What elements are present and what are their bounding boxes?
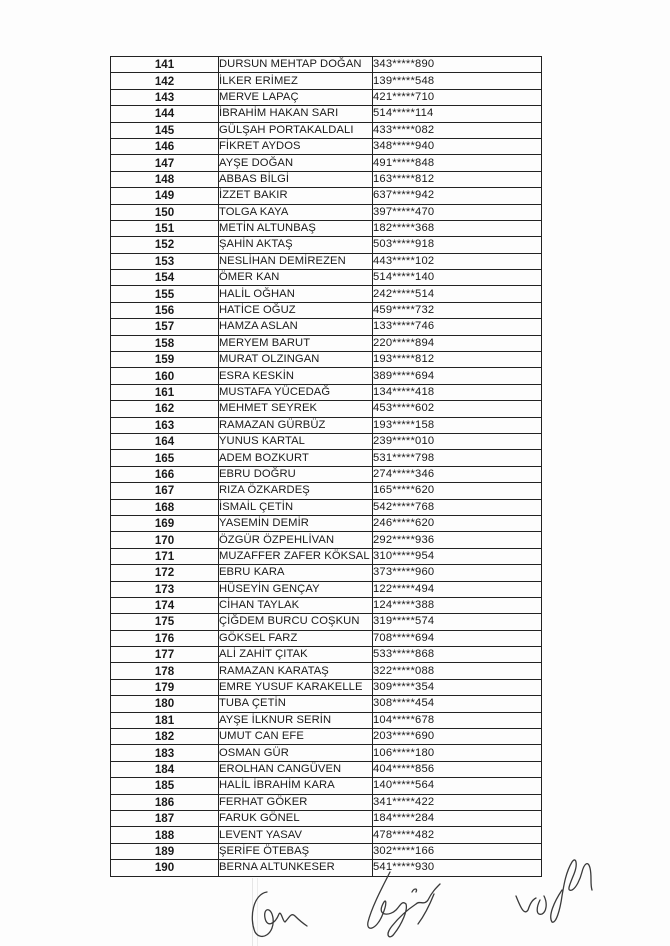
table-row [111, 745, 542, 761]
row-number: 171 [111, 548, 219, 564]
row-number: 143 [111, 89, 219, 105]
row-number: 176 [111, 630, 219, 646]
table-row [111, 515, 542, 531]
person-name: HATİCE OĞUZ [219, 302, 373, 318]
signature-1 [245, 878, 335, 944]
row-number: 160 [111, 368, 219, 384]
masked-id-number: 239*****010 [373, 433, 542, 449]
person-name: AYŞE İLKNUR SERİN [219, 712, 373, 728]
person-name: YASEMİN DEMİR [219, 515, 373, 531]
row-number: 184 [111, 761, 219, 777]
masked-id-number: 242*****514 [373, 286, 542, 302]
row-number: 159 [111, 352, 219, 368]
table-row [111, 417, 542, 433]
table-row [111, 204, 542, 220]
table-row [111, 171, 542, 187]
row-number: 183 [111, 745, 219, 761]
masked-id-number: 708*****694 [373, 630, 542, 646]
table-row [111, 138, 542, 154]
table-row [111, 220, 542, 236]
masked-id-number: 542*****768 [373, 499, 542, 515]
row-number: 152 [111, 237, 219, 253]
person-name: ŞERİFE ÖTEBAŞ [219, 843, 373, 859]
masked-id-number: 139*****548 [373, 73, 542, 89]
masked-id-number: 292*****936 [373, 532, 542, 548]
table-row [111, 368, 542, 384]
name-list-table [110, 56, 542, 877]
masked-id-number: 310*****954 [373, 548, 542, 564]
masked-id-number: 491*****848 [373, 155, 542, 171]
person-name: EBRU DOĞRU [219, 466, 373, 482]
person-name: HÜSEYİN GENÇAY [219, 581, 373, 597]
person-name: MERVE LAPAÇ [219, 89, 373, 105]
person-name: EBRU KARA [219, 565, 373, 581]
masked-id-number: 389*****694 [373, 368, 542, 384]
table-row [111, 122, 542, 138]
person-name: ESRA KESKİN [219, 368, 373, 384]
table-row [111, 548, 542, 564]
person-name: İSMAİL ÇETİN [219, 499, 373, 515]
person-name: TOLGA KAYA [219, 204, 373, 220]
signature-3 [510, 850, 610, 926]
table-row [111, 532, 542, 548]
person-name: FİKRET AYDOS [219, 138, 373, 154]
row-number: 174 [111, 597, 219, 613]
masked-id-number: 433*****082 [373, 122, 542, 138]
person-name: İLKER ERİMEZ [219, 73, 373, 89]
table-row [111, 450, 542, 466]
masked-id-number: 165*****620 [373, 483, 542, 499]
masked-id-number: 421*****710 [373, 89, 542, 105]
table-row [111, 433, 542, 449]
table-row [111, 335, 542, 351]
masked-id-number: 533*****868 [373, 647, 542, 663]
table-body [111, 57, 542, 877]
row-number: 178 [111, 663, 219, 679]
masked-id-number: 637*****942 [373, 188, 542, 204]
row-number: 144 [111, 106, 219, 122]
masked-id-number: 514*****140 [373, 270, 542, 286]
row-number: 148 [111, 171, 219, 187]
row-number: 187 [111, 810, 219, 826]
masked-id-number: 343*****890 [373, 57, 542, 73]
masked-id-number: 348*****940 [373, 138, 542, 154]
row-number: 182 [111, 729, 219, 745]
masked-id-number: 397*****470 [373, 204, 542, 220]
person-name: EMRE YUSUF KARAKELLE [219, 679, 373, 695]
person-name: ALİ ZAHİT ÇITAK [219, 647, 373, 663]
table-row [111, 647, 542, 663]
table-row [111, 794, 542, 810]
person-name: İZZET BAKIR [219, 188, 373, 204]
row-number: 164 [111, 433, 219, 449]
person-name: HAMZA ASLAN [219, 319, 373, 335]
row-number: 156 [111, 302, 219, 318]
table-row [111, 483, 542, 499]
table-row [111, 466, 542, 482]
table-row [111, 712, 542, 728]
masked-id-number: 133*****746 [373, 319, 542, 335]
person-name: FARUK GÖNEL [219, 810, 373, 826]
person-name: RAMAZAN GÜRBÜZ [219, 417, 373, 433]
row-number: 177 [111, 647, 219, 663]
row-number: 145 [111, 122, 219, 138]
table-row [111, 286, 542, 302]
masked-id-number: 322*****088 [373, 663, 542, 679]
row-number: 155 [111, 286, 219, 302]
table-row [111, 401, 542, 417]
table-row [111, 581, 542, 597]
masked-id-number: 104*****678 [373, 712, 542, 728]
row-number: 175 [111, 614, 219, 630]
person-name: ADEM BOZKURT [219, 450, 373, 466]
table-row [111, 614, 542, 630]
row-number: 166 [111, 466, 219, 482]
row-number: 162 [111, 401, 219, 417]
person-name: RAMAZAN KARATAŞ [219, 663, 373, 679]
row-number: 186 [111, 794, 219, 810]
row-number: 150 [111, 204, 219, 220]
table-row [111, 89, 542, 105]
table-row [111, 106, 542, 122]
masked-id-number: 140*****564 [373, 778, 542, 794]
row-number: 147 [111, 155, 219, 171]
masked-id-number: 308*****454 [373, 696, 542, 712]
row-number: 157 [111, 319, 219, 335]
person-name: MUSTAFA YÜCEDAĞ [219, 384, 373, 400]
row-number: 179 [111, 679, 219, 695]
person-name: CİHAN TAYLAK [219, 597, 373, 613]
masked-id-number: 503*****918 [373, 237, 542, 253]
row-number: 190 [111, 860, 219, 876]
person-name: TUBA ÇETİN [219, 696, 373, 712]
table-row [111, 499, 542, 515]
masked-id-number: 163*****812 [373, 171, 542, 187]
table-row [111, 860, 542, 876]
masked-id-number: 184*****284 [373, 810, 542, 826]
signature-area [0, 878, 670, 946]
masked-id-number: 106*****180 [373, 745, 542, 761]
person-name: LEVENT YASAV [219, 827, 373, 843]
table-row [111, 155, 542, 171]
table-row [111, 843, 542, 859]
masked-id-number: 319*****574 [373, 614, 542, 630]
person-name: MEHMET SEYREK [219, 401, 373, 417]
row-number: 163 [111, 417, 219, 433]
row-number: 153 [111, 253, 219, 269]
row-number: 180 [111, 696, 219, 712]
table-row [111, 565, 542, 581]
masked-id-number: 453*****602 [373, 401, 542, 417]
row-number: 188 [111, 827, 219, 843]
table-row [111, 352, 542, 368]
row-number: 172 [111, 565, 219, 581]
row-number: 165 [111, 450, 219, 466]
row-number: 141 [111, 57, 219, 73]
person-name: ŞAHİN AKTAŞ [219, 237, 373, 253]
row-number: 169 [111, 515, 219, 531]
table-row [111, 810, 542, 826]
masked-id-number: 220*****894 [373, 335, 542, 351]
person-name: YUNUS KARTAL [219, 433, 373, 449]
masked-id-number: 246*****620 [373, 515, 542, 531]
person-name: FERHAT GÖKER [219, 794, 373, 810]
masked-id-number: 134*****418 [373, 384, 542, 400]
table-row [111, 73, 542, 89]
row-number: 158 [111, 335, 219, 351]
row-number: 161 [111, 384, 219, 400]
table-row [111, 384, 542, 400]
table-row [111, 253, 542, 269]
table-row [111, 597, 542, 613]
person-name: MUZAFFER ZAFER KÖKSAL [219, 548, 373, 564]
row-number: 170 [111, 532, 219, 548]
person-name: HALİL OĞHAN [219, 286, 373, 302]
masked-id-number: 302*****166 [373, 843, 542, 859]
masked-id-number: 193*****158 [373, 417, 542, 433]
table-row [111, 188, 542, 204]
masked-id-number: 203*****690 [373, 729, 542, 745]
masked-id-number: 309*****354 [373, 679, 542, 695]
person-name: AYŞE DOĞAN [219, 155, 373, 171]
person-name: OSMAN GÜR [219, 745, 373, 761]
masked-id-number: 274*****346 [373, 466, 542, 482]
masked-id-number: 193*****812 [373, 352, 542, 368]
person-name: MERYEM BARUT [219, 335, 373, 351]
table-row [111, 696, 542, 712]
person-name: MURAT OLZINGAN [219, 352, 373, 368]
person-name: İBRAHİM HAKAN SARI [219, 106, 373, 122]
masked-id-number: 531*****798 [373, 450, 542, 466]
person-name: GÖKSEL FARZ [219, 630, 373, 646]
row-number: 167 [111, 483, 219, 499]
masked-id-number: 182*****368 [373, 220, 542, 236]
person-name: DURSUN MEHTAP DOĞAN [219, 57, 373, 73]
masked-id-number: 459*****732 [373, 302, 542, 318]
row-number: 154 [111, 270, 219, 286]
masked-id-number: 341*****422 [373, 794, 542, 810]
table-row [111, 679, 542, 695]
person-name: EROLHAN CANGÜVEN [219, 761, 373, 777]
table-row [111, 237, 542, 253]
masked-id-number: 478*****482 [373, 827, 542, 843]
row-number: 142 [111, 73, 219, 89]
row-number: 149 [111, 188, 219, 204]
masked-id-number: 514*****114 [373, 106, 542, 122]
table-row [111, 319, 542, 335]
row-number: 181 [111, 712, 219, 728]
row-number: 189 [111, 843, 219, 859]
person-name: ABBAS BİLGİ [219, 171, 373, 187]
person-name: UMUT CAN EFE [219, 729, 373, 745]
person-name: RIZA ÖZKARDEŞ [219, 483, 373, 499]
person-name: BERNA ALTUNKESER [219, 860, 373, 876]
person-name: ÖZGÜR ÖZPEHLİVAN [219, 532, 373, 548]
row-number: 168 [111, 499, 219, 515]
person-name: ÖMER KAN [219, 270, 373, 286]
masked-id-number: 541*****930 [373, 860, 542, 876]
table-row [111, 630, 542, 646]
masked-id-number: 443*****102 [373, 253, 542, 269]
person-name: NESLİHAN DEMİREZEN [219, 253, 373, 269]
row-number: 146 [111, 138, 219, 154]
table-row [111, 761, 542, 777]
table-row [111, 302, 542, 318]
row-number: 185 [111, 778, 219, 794]
masked-id-number: 373*****960 [373, 565, 542, 581]
row-number: 151 [111, 220, 219, 236]
signature-2 [350, 870, 470, 940]
table-row [111, 57, 542, 73]
person-name: METİN ALTUNBAŞ [219, 220, 373, 236]
masked-id-number: 122*****494 [373, 581, 542, 597]
person-name: HALİL İBRAHİM KARA [219, 778, 373, 794]
masked-id-number: 124*****388 [373, 597, 542, 613]
table-row [111, 778, 542, 794]
table-row [111, 663, 542, 679]
row-number: 173 [111, 581, 219, 597]
masked-id-number: 404*****856 [373, 761, 542, 777]
person-name: ÇİĞDEM BURCU COŞKUN [219, 614, 373, 630]
table-row [111, 827, 542, 843]
table-row [111, 729, 542, 745]
table-row [111, 270, 542, 286]
person-name: GÜLŞAH PORTAKALDALI [219, 122, 373, 138]
